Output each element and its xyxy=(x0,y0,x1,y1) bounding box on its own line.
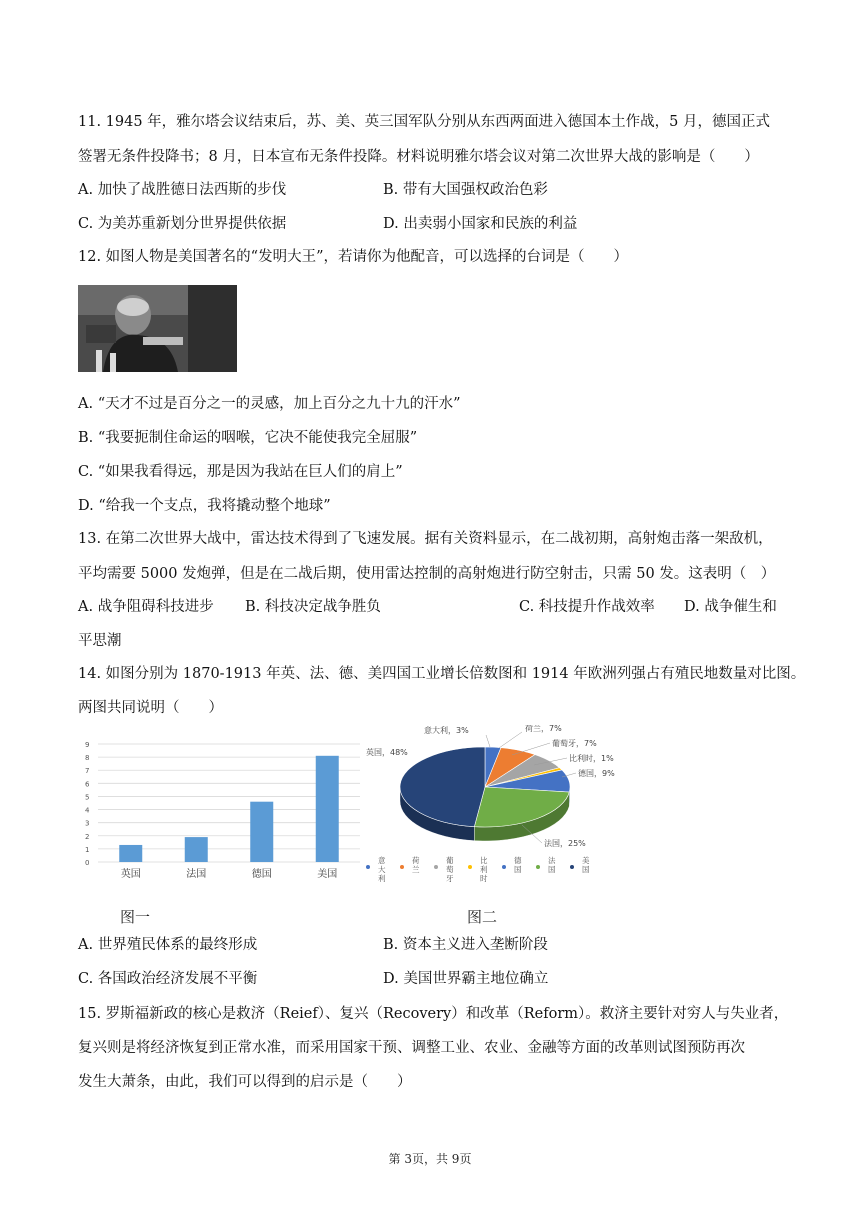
y-tick-label: 1 xyxy=(85,845,90,854)
q14-option-b: B. 资本主义进入垄断阶段 xyxy=(383,937,548,953)
inventor-photo xyxy=(78,285,237,372)
pie-data-label: 比利时，1% xyxy=(569,754,614,763)
legend-label: 国 xyxy=(548,865,556,874)
legend-marker xyxy=(468,865,472,869)
legend-label: 比 xyxy=(480,856,488,865)
pie-data-label: 英国，48% xyxy=(366,748,408,757)
legend-label: 萄 xyxy=(446,865,454,874)
legend-label: 德 xyxy=(514,856,522,865)
bar-美国 xyxy=(316,756,339,862)
legend-label: 荷 xyxy=(412,856,420,865)
q13-stem-line1: 13. 在第二次世界大战中，雷达技术得到了飞速发展。据有关资料显示，在二战初期，高射炮击落一架敌机， xyxy=(78,531,773,547)
x-tick-label: 美国 xyxy=(317,869,338,880)
y-tick-label: 4 xyxy=(85,806,90,815)
legend-label: 利 xyxy=(378,874,386,883)
page-footer: 第 3页，共 9页 xyxy=(388,1152,472,1166)
pie-data-label: 法国，25% xyxy=(544,839,586,848)
pie-leader-line xyxy=(486,735,490,747)
q14-option-c: C. 各国政治经济发展不平衡 xyxy=(78,971,258,987)
legend-label: 美 xyxy=(582,856,590,865)
q13-option-d-wrap: 平思潮 xyxy=(78,633,122,649)
q11-option-c: C. 为美苏重新划分世界提供依据 xyxy=(78,216,287,232)
q11-option-a: A. 加快了战胜德日法西斯的步伐 xyxy=(78,182,287,198)
q12-stem: 12. 如图人物是美国著名的“发明大王”，若请你为他配音，可以选择的台词是（ ） xyxy=(78,249,628,265)
legend-marker xyxy=(502,865,506,869)
pie-leader-line xyxy=(499,732,522,748)
y-tick-label: 7 xyxy=(85,767,90,776)
legend-label: 法 xyxy=(548,856,556,865)
y-tick-label: 2 xyxy=(85,832,90,841)
bar-法国 xyxy=(185,837,208,862)
q15-stem-line3: 发生大萧条，由此，我们可以得到的启示是（ ） xyxy=(78,1074,412,1090)
y-tick-label: 6 xyxy=(85,780,90,789)
y-tick-label: 8 xyxy=(85,754,90,763)
q14-option-a: A. 世界殖民体系的最终形成 xyxy=(78,937,258,953)
x-tick-label: 德国 xyxy=(251,869,272,880)
y-tick-label: 5 xyxy=(85,793,90,802)
legend-marker xyxy=(434,865,438,869)
pie-data-label: 荷兰，7% xyxy=(525,725,562,733)
q11-option-d: D. 出卖弱小国家和民族的利益 xyxy=(383,216,578,232)
q13-option-c: C. 科技提升作战效率 xyxy=(519,599,655,615)
pie-data-label: 德国，9% xyxy=(578,769,615,778)
y-tick-label: 0 xyxy=(85,859,90,867)
legend-label: 牙 xyxy=(446,874,454,883)
bar-英国 xyxy=(119,845,142,862)
pie-data-label: 意大利，3% xyxy=(424,726,469,735)
legend-label: 利 xyxy=(480,865,488,874)
q14-stem-line2: 两图共同说明（ ） xyxy=(78,700,223,716)
q15-stem-line2: 复兴则是将经济恢复到正常水准，而采用国家干预、调整工业、农业、金融等方面的改革则试图预防再次 xyxy=(78,1040,745,1056)
y-tick-label: 9 xyxy=(85,741,90,749)
q11-option-b: B. 带有大国强权政治色彩 xyxy=(383,182,548,198)
q15-stem-line1: 15. 罗斯福新政的核心是救济（Reief）、复兴（Recovery）和改革（Reform）。救济主要针对穷人与失业者， xyxy=(78,1006,789,1022)
figure-two-caption: 图二 xyxy=(467,908,498,926)
y-tick-label: 3 xyxy=(85,819,90,828)
q12-option-d: D. “给我一个支点，我将撬动整个地球” xyxy=(78,498,331,514)
legend-label: 意 xyxy=(378,856,386,865)
legend-marker xyxy=(536,865,540,869)
q13-stem-line2: 平均需要 5000 发炮弹，但是在二战后期，使用雷达控制的高射炮进行防空射击，只需 50 发。这表明（ ） xyxy=(78,566,776,582)
q13-option-d: D. 战争催生和 xyxy=(684,599,777,615)
q12-option-b: B. “我要扼制住命运的咽喉，它决不能使我完全屈服” xyxy=(78,430,418,446)
legend-label: 大 xyxy=(378,865,386,874)
bar-德国 xyxy=(250,802,273,862)
colony-share-pie-chart xyxy=(362,725,624,895)
legend-marker xyxy=(570,865,574,869)
legend-marker xyxy=(366,865,370,869)
q13-option-a: A. 战争阻碍科技进步 xyxy=(78,599,214,615)
q14-stem-line1: 14. 如图分别为 1870-1913 年英、法、德、美四国工业增长倍数图和 1914 年欧洲列强占有殖民地数量对比图。 xyxy=(78,666,806,682)
legend-label: 兰 xyxy=(412,865,420,874)
q12-option-a: A. “天才不过是百分之一的灵感，加上百分之九十九的汗水” xyxy=(78,396,461,412)
legend-label: 国 xyxy=(514,865,522,874)
legend-marker xyxy=(400,865,404,869)
q12-option-c: C. “如果我看得远，那是因为我站在巨人们的肩上” xyxy=(78,464,403,480)
x-tick-label: 法国 xyxy=(186,869,207,880)
pie-data-label: 葡萄牙，7% xyxy=(552,739,597,748)
figure-one-caption: 图一 xyxy=(120,908,151,926)
legend-label: 葡 xyxy=(446,856,454,865)
industrial-growth-bar-chart xyxy=(78,738,368,886)
q13-option-b: B. 科技决定战争胜负 xyxy=(245,599,381,615)
q14-option-d: D. 美国世界霸主地位确立 xyxy=(383,971,549,987)
x-tick-label: 英国 xyxy=(120,869,141,880)
legend-label: 国 xyxy=(582,865,590,874)
q11-stem-line1: 11. 1945 年，雅尔塔会议结束后，苏、美、英三国军队分别从东西两面进入德国本土作战，5 月，德国正式 xyxy=(78,114,771,130)
q11-stem-line2: 签署无条件投降书；8 月，日本宣布无条件投降。材料说明雅尔塔会议对第二次世界大战的影响是（ ） xyxy=(78,149,759,165)
legend-label: 时 xyxy=(480,874,488,883)
